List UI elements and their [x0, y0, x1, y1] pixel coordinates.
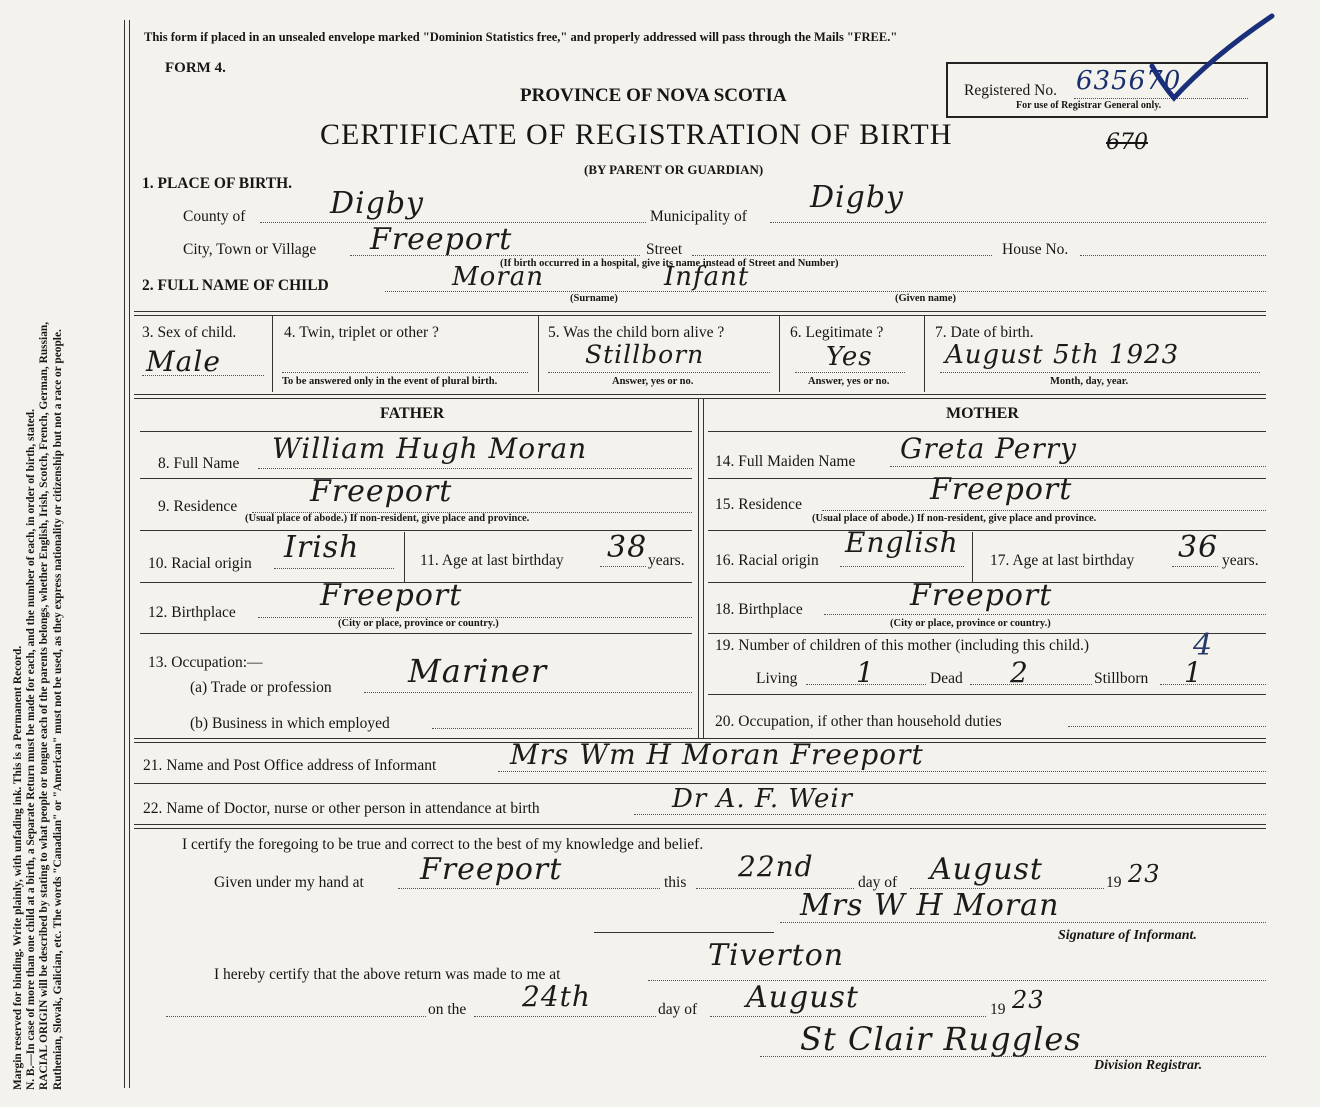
house-line — [1080, 255, 1266, 256]
dob-label: 7. Date of birth. — [935, 324, 1034, 341]
margin-notes — [12, 30, 64, 1090]
rule — [134, 824, 1266, 825]
children-count: 4 — [1193, 628, 1214, 663]
child-surname: Moran — [452, 262, 544, 292]
father-heading: FATHER — [380, 405, 445, 422]
father-residence-note: (Usual place of abode.) If non-resident, give place and province. — [245, 513, 530, 524]
twin-label: 4. Twin, triplet or other ? — [284, 324, 439, 341]
father-race-label: 10. Racial origin — [148, 555, 252, 572]
street-line — [692, 255, 992, 256]
rule — [972, 532, 973, 582]
informant-value: Mrs Wm H Moran Freeport — [510, 738, 924, 771]
mother-occupation-label: 20. Occupation, if other than household duties — [715, 713, 1002, 730]
given-place: Freeport — [420, 852, 563, 887]
legit-value: Yes — [826, 342, 873, 372]
registrar-signature: St Clair Ruggles — [800, 1020, 1082, 1058]
county-label: County of — [183, 208, 246, 225]
father-residence: Freeport — [310, 474, 453, 509]
rule — [648, 980, 1266, 981]
living-label: Living — [756, 670, 798, 687]
year-prefix-1: 19 — [1106, 874, 1122, 891]
certify-statement: I certify the foregoing to be true and correct to the best of my knowledge and belief. — [182, 836, 704, 853]
registration-year: 23 — [1012, 986, 1045, 1014]
dead-count: 2 — [1010, 656, 1029, 689]
margin-line-3: RACIAL ORIGIN will be described by stating to what people or tongue each of the parents belongs, whether English, Irish, Scotch, French, German, Russian, — [38, 321, 51, 1090]
trade-value: Mariner — [408, 652, 548, 690]
father-age-label: 11. Age at last birthday — [420, 552, 564, 569]
father-race: Irish — [284, 530, 360, 565]
mother-residence: Freeport — [930, 472, 1073, 507]
living-count: 1 — [856, 656, 875, 689]
registration-month: August — [746, 980, 859, 1015]
registered-number: 635670 — [1076, 66, 1182, 96]
rule — [398, 888, 660, 889]
registrar-statement: I hereby certify that the above return was made to me at — [214, 966, 561, 983]
street-label: Street — [646, 241, 683, 258]
rule — [134, 394, 1266, 395]
margin-line-1: Margin reserved for binding. Write plainly, with unfading ink. This is a Permanent Record. — [12, 645, 24, 1090]
legit-label: 6. Legitimate ? — [790, 324, 884, 341]
dob-value: August 5th 1923 — [945, 340, 1180, 370]
municipality-value: Digby — [810, 180, 905, 215]
father-birthplace-note: (City or place, province or country.) — [338, 618, 499, 629]
rule — [498, 771, 1266, 772]
registration-day: 24th — [522, 980, 591, 1013]
child-name-label: 2. FULL NAME OF CHILD — [142, 277, 329, 294]
rule — [924, 316, 925, 392]
rule — [634, 814, 1266, 815]
sex-value: Male — [146, 345, 221, 378]
rule — [780, 922, 1266, 923]
trade-label: (a) Trade or profession — [190, 679, 332, 696]
rule — [710, 1016, 986, 1017]
rule — [432, 728, 692, 729]
given-caption: (Given name) — [895, 293, 956, 304]
page-subtitle: (BY PARENT OR GUARDIAN) — [584, 162, 764, 177]
rule — [824, 614, 1266, 615]
reg-day-of-label: day of — [658, 1001, 698, 1018]
mother-age: 36 — [1178, 530, 1219, 565]
rule — [272, 316, 273, 392]
informant-label: 21. Name and Post Office address of Informant — [143, 757, 437, 774]
father-years: years. — [648, 552, 685, 569]
rule — [795, 372, 905, 373]
business-label: (b) Business in which employed — [190, 715, 390, 732]
registrar-only-note: For use of Registrar General only. — [1016, 100, 1162, 111]
hospital-note: (If birth occurred in a hospital, give its name instead of Street and Number) — [500, 258, 839, 269]
rule — [760, 1056, 1266, 1057]
surname-caption: (Surname) — [570, 293, 618, 304]
rule — [404, 532, 405, 582]
children-label: 19. Number of children of this mother (including this child.) — [715, 637, 1090, 654]
father-birthplace-label: 12. Birthplace — [148, 604, 236, 621]
rule — [274, 568, 394, 569]
legit-note: Answer, yes or no. — [808, 376, 890, 387]
rule — [134, 315, 1266, 316]
rule — [364, 692, 692, 693]
doctor-value: Dr A. F. Weir — [672, 784, 854, 814]
dead-label: Dead — [930, 670, 963, 687]
mother-name-label: 14. Full Maiden Name — [715, 453, 856, 470]
rule — [1172, 566, 1218, 567]
mother-race-label: 16. Racial origin — [715, 552, 819, 569]
place-heading: 1. PLACE OF BIRTH. — [142, 175, 293, 192]
twin-note: To be answered only in the event of plural birth. — [282, 376, 498, 387]
dob-note: Month, day, year. — [1050, 376, 1129, 387]
rule — [258, 468, 692, 469]
alive-label: 5. Was the child born alive ? — [548, 324, 725, 341]
given-year: 23 — [1128, 860, 1161, 888]
given-day: 22nd — [738, 850, 814, 883]
father-name-label: 8. Full Name — [158, 455, 240, 472]
struck-number: 670 — [1106, 130, 1148, 155]
margin-line-2: N. B.—In case of more than one child at a birth, a Separate Return must be made for each, and the number of each, in order of birth, stated. — [25, 409, 38, 1090]
on-the-label: on the — [428, 1001, 467, 1018]
this-label: this — [664, 874, 687, 891]
city-label: City, Town or Village — [183, 241, 317, 258]
mother-birthplace-label: 18. Birthplace — [715, 601, 803, 618]
registrar-place: Tiverton — [708, 938, 845, 973]
signature-caption: Signature of Informant. — [1058, 928, 1197, 943]
mother-residence-note: (Usual place of abode.) If non-resident, give place and province. — [812, 513, 1097, 524]
rule — [134, 311, 1266, 312]
rule — [840, 566, 964, 567]
stillborn-count: 1 — [1184, 656, 1203, 689]
father-age: 38 — [607, 530, 648, 565]
margin-line-4: Ruthenian, Slovak, Galician, etc. The words "Canadian" or "American" must not be used, as they express nationality or citizenship but not a race or people. — [51, 329, 64, 1090]
mother-name: Greta Perry — [900, 432, 1077, 465]
rule — [708, 694, 1266, 695]
rule — [166, 1016, 426, 1017]
rule — [282, 372, 528, 373]
page-title: CERTIFICATE OF REGISTRATION OF BIRTH — [320, 118, 953, 151]
rule — [474, 1016, 656, 1017]
given-label: Given under my hand at — [214, 874, 364, 891]
rule — [1068, 726, 1266, 727]
rule — [698, 398, 699, 738]
rule — [600, 566, 646, 567]
rule — [134, 828, 1266, 829]
child-given-name: Infant — [664, 262, 750, 292]
occupation-label: 13. Occupation:— — [148, 654, 263, 671]
informant-signature: Mrs W H Moran — [800, 888, 1060, 923]
rule — [890, 466, 1266, 467]
alive-value: Stillborn — [585, 340, 705, 369]
rule — [708, 633, 1266, 634]
house-label: House No. — [1002, 241, 1069, 258]
province-heading: PROVINCE OF NOVA SCOTIA — [520, 85, 787, 106]
county-value: Digby — [330, 186, 425, 221]
binding-rule-2 — [129, 20, 130, 1088]
father-birthplace: Freeport — [320, 578, 463, 613]
day-of-label: day of — [858, 874, 898, 891]
rule — [140, 633, 692, 634]
rule — [779, 316, 780, 392]
municipality-label: Municipality of — [650, 208, 747, 225]
postal-note: This form if placed in an unsealed envelope marked "Dominion Statistics free," and properly addressed will pass through the Mails "FREE." — [144, 30, 898, 44]
rule — [970, 684, 1092, 685]
rule — [594, 932, 774, 933]
registrar-caption: Division Registrar. — [1094, 1058, 1203, 1073]
mother-years: years. — [1222, 552, 1259, 569]
father-name: William Hugh Moran — [272, 432, 588, 465]
rule — [822, 510, 1266, 511]
mother-birthplace: Freeport — [910, 578, 1053, 613]
mother-heading: MOTHER — [946, 405, 1019, 422]
stillborn-label: Stillborn — [1094, 670, 1149, 687]
rule — [134, 398, 1266, 399]
mother-residence-label: 15. Residence — [715, 496, 802, 513]
rule — [940, 372, 1260, 373]
rule — [548, 372, 770, 373]
binding-rule — [124, 20, 125, 1088]
mother-race: English — [845, 526, 959, 559]
rule — [1160, 684, 1266, 685]
father-residence-label: 9. Residence — [158, 498, 238, 515]
mother-birthplace-note: (City or place, province or country.) — [890, 618, 1051, 629]
form-number: FORM 4. — [165, 60, 226, 76]
year-prefix-2: 19 — [990, 1001, 1006, 1018]
given-month: August — [930, 852, 1043, 887]
check-mark-icon — [1140, 10, 1280, 110]
registered-label: Registered No. — [964, 82, 1057, 99]
rule — [703, 398, 704, 738]
rule — [538, 316, 539, 392]
city-value: Freeport — [370, 222, 513, 257]
municipality-line — [770, 222, 1266, 223]
mother-age-label: 17. Age at last birthday — [990, 552, 1135, 569]
sex-label: 3. Sex of child. — [142, 324, 237, 341]
alive-note: Answer, yes or no. — [612, 376, 694, 387]
doctor-label: 22. Name of Doctor, nurse or other person in attendance at birth — [143, 800, 540, 817]
